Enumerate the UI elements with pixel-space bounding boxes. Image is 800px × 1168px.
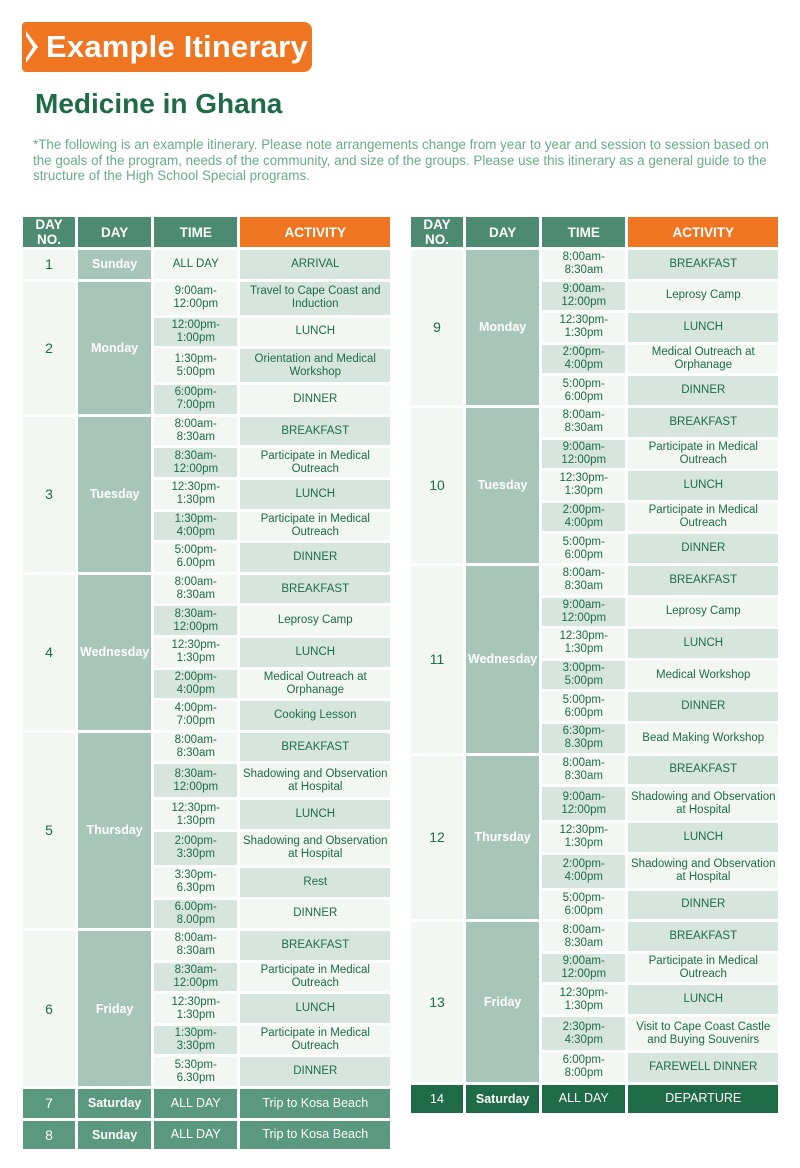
activity-cell: BREAKFAST [240, 931, 390, 960]
activity-cell: LUNCH [628, 823, 778, 852]
activity-cell: DINNER [628, 534, 778, 563]
activity-cell: LUNCH [240, 800, 390, 829]
activity-cell: Medical Workshop [628, 661, 778, 690]
time-cell: 1:30pm-5:00pm [154, 349, 237, 382]
day-name: Wednesday [78, 575, 151, 730]
table-row [23, 575, 390, 604]
time-cell: 8:00am-8:30am [542, 756, 625, 785]
header-time: TIME [542, 217, 625, 247]
day-name: Sunday [78, 1121, 151, 1150]
activity-cell: BREAKFAST [240, 733, 390, 762]
day-name: Tuesday [466, 408, 539, 563]
time-cell: 12:30pm-1:30pm [154, 638, 237, 667]
day-number: 2 [23, 282, 75, 414]
time-cell: 5:00pm-6.00pm [154, 543, 237, 572]
day-number: 3 [23, 417, 75, 572]
day-name: Friday [78, 931, 151, 1086]
activity-cell: Visit to Cape Coast Castle and Buying Souvenirs [628, 1017, 778, 1050]
activity-cell: BREAKFAST [240, 417, 390, 446]
time-cell: 9:00am-12:00pm [542, 282, 625, 311]
activity-cell: ARRIVAL [240, 250, 390, 279]
day-name: Saturday [78, 1089, 151, 1118]
day-name: Thursday [466, 756, 539, 920]
day-name: Monday [466, 250, 539, 405]
table-header-row [411, 217, 778, 247]
time-cell: 1:30pm-3:30pm [154, 1026, 237, 1055]
activity-cell: BREAKFAST [628, 922, 778, 951]
time-cell: 6.00pm-8.00pm [154, 900, 237, 929]
time-cell: 6:00pm-8:00pm [542, 1053, 625, 1082]
header-day-no: DAY NO. [411, 217, 463, 247]
activity-cell: Medical Outreach at Orphanage [628, 345, 778, 374]
time-cell: 8:00am-8:30am [154, 417, 237, 446]
activity-cell: Medical Outreach at Orphanage [240, 670, 390, 699]
activity-cell: DINNER [240, 1057, 390, 1086]
time-cell: 12:30pm-1:30pm [542, 823, 625, 852]
time-cell: 8:00am-8:30am [542, 250, 625, 279]
day-name: Monday [78, 282, 151, 414]
time-cell: 8:00am-8:30am [154, 575, 237, 604]
activity-cell: Shadowing and Observation at Hospital [240, 832, 390, 865]
intro-text: *The following is an example itinerary. Please note arrangements change from year to year and session to session based on the goals of the program, needs of the community, and size of the groups. Please use this itinerary as a general guide to the structure of the High School Special programs. [33, 137, 769, 183]
day-name: Friday [466, 922, 539, 1081]
day-number: 6 [23, 931, 75, 1086]
time-cell: 8:00am-8:30am [154, 931, 237, 960]
day-number: 1 [23, 250, 75, 279]
activity-cell: Leprosy Camp [628, 598, 778, 627]
banner-title: Example Itinerary [46, 29, 308, 64]
time-cell: 6:30pm-8.30pm [542, 724, 625, 753]
time-cell: 2:30pm-4:30pm [542, 1017, 625, 1050]
activity-cell: Participate in Medical Outreach [240, 963, 390, 992]
time-cell: 5:00pm-6:00pm [542, 692, 625, 721]
time-cell: 9:00am-12:00pm [542, 598, 625, 627]
activity-cell: BREAKFAST [628, 408, 778, 437]
table-row [411, 922, 778, 951]
activity-cell: Cooking Lesson [240, 701, 390, 730]
activity-cell: Trip to Kosa Beach [240, 1089, 390, 1118]
time-cell: 5:00pm-6:00pm [542, 891, 625, 920]
activity-cell: Rest [240, 868, 390, 897]
time-cell: 12:30pm-1:30pm [542, 313, 625, 342]
activity-cell: Participate in Medical Outreach [628, 503, 778, 532]
header-day-no: DAY NO. [23, 217, 75, 247]
table-row [411, 250, 778, 279]
day-number: 5 [23, 733, 75, 928]
activity-cell: DINNER [240, 900, 390, 929]
time-cell: 2:00pm-4:00pm [154, 670, 237, 699]
activity-cell: LUNCH [240, 318, 390, 347]
time-cell: 2:00pm-4:00pm [542, 345, 625, 374]
activity-cell: BREAKFAST [240, 575, 390, 604]
table-row [411, 756, 778, 785]
activity-cell: LUNCH [240, 638, 390, 667]
day-number: 9 [411, 250, 463, 405]
time-cell: 9:00am-12:00pm [542, 440, 625, 469]
itinerary-table-right [408, 214, 781, 1116]
activity-cell: Orientation and Medical Workshop [240, 349, 390, 382]
day-name: Thursday [78, 733, 151, 928]
table-row [23, 417, 390, 446]
time-cell: 3:30pm-6.30pm [154, 868, 237, 897]
activity-cell: LUNCH [628, 471, 778, 500]
day-number: 7 [23, 1089, 75, 1118]
activity-cell: LUNCH [240, 480, 390, 509]
time-cell: 5:00pm-6:00pm [542, 534, 625, 563]
time-cell: 12:00pm-1:00pm [154, 318, 237, 347]
time-cell: 5:30pm-6.30pm [154, 1057, 237, 1086]
activity-cell: DEPARTURE [628, 1085, 778, 1114]
activity-cell: Bead Making Workshop [628, 724, 778, 753]
time-cell: 2:00pm-3:30pm [154, 832, 237, 865]
activity-cell: LUNCH [240, 994, 390, 1023]
day-name: Tuesday [78, 417, 151, 572]
activity-cell: Leprosy Camp [628, 282, 778, 311]
time-cell: 12:30pm-1:30pm [154, 480, 237, 509]
activity-cell: DINNER [240, 385, 390, 414]
day-number: 8 [23, 1121, 75, 1150]
time-cell: 8:00am-8:30am [154, 733, 237, 762]
time-cell: 4:00pm-7:00pm [154, 701, 237, 730]
activity-cell: Shadowing and Observation at Hospital [628, 855, 778, 888]
table-row [23, 931, 390, 960]
time-cell: 8:30am-12:00pm [154, 606, 237, 635]
activity-cell: Shadowing and Observation at Hospital [240, 764, 390, 797]
activity-cell: Shadowing and Observation at Hospital [628, 787, 778, 820]
time-cell: ALL DAY [154, 1089, 237, 1118]
activity-cell: Participate in Medical Outreach [628, 440, 778, 469]
time-cell: 2:00pm-4:00pm [542, 855, 625, 888]
day-number: 11 [411, 566, 463, 753]
time-cell: 12:30pm-1:30pm [154, 800, 237, 829]
time-cell: ALL DAY [542, 1085, 625, 1114]
time-cell: 8:30am-12:00pm [154, 963, 237, 992]
activity-cell: Participate in Medical Outreach [628, 954, 778, 983]
activity-cell: BREAKFAST [628, 756, 778, 785]
time-cell: 9:00am-12:00pm [154, 282, 237, 315]
header-day: DAY [78, 217, 151, 247]
day-name: Wednesday [466, 566, 539, 753]
table-row [411, 1085, 778, 1114]
time-cell: 8:00am-8:30am [542, 566, 625, 595]
page-title: Medicine in Ghana [35, 88, 283, 119]
activity-cell: DINNER [240, 543, 390, 572]
activity-cell: LUNCH [628, 629, 778, 658]
time-cell: ALL DAY [154, 1121, 237, 1150]
activity-cell: Leprosy Camp [240, 606, 390, 635]
activity-cell: Participate in Medical Outreach [240, 1026, 390, 1055]
itinerary-table-left [20, 214, 393, 1152]
time-cell: 12:30pm-1:30pm [542, 985, 625, 1014]
day-number: 13 [411, 922, 463, 1081]
time-cell: 3:00pm-5:00pm [542, 661, 625, 690]
table-row [23, 1089, 390, 1118]
table-row [23, 282, 390, 315]
header-banner [22, 22, 312, 72]
time-cell: 2:00pm-4:00pm [542, 503, 625, 532]
activity-cell: DINNER [628, 891, 778, 920]
table-row [411, 408, 778, 437]
table-row [23, 733, 390, 762]
table-header-row [23, 217, 390, 247]
time-cell: 8:30am-12:00pm [154, 448, 237, 477]
activity-cell: DINNER [628, 692, 778, 721]
time-cell: 1:30pm-4:00pm [154, 512, 237, 541]
time-cell: 8:00am-8:30am [542, 408, 625, 437]
header-day: DAY [466, 217, 539, 247]
time-cell: 8:00am-8:30am [542, 922, 625, 951]
table-row [23, 250, 390, 279]
table-row [411, 566, 778, 595]
time-cell: 12:30pm-1:30pm [542, 471, 625, 500]
activity-cell: FAREWELL DINNER [628, 1053, 778, 1082]
day-name: Sunday [78, 250, 151, 279]
activity-cell: Travel to Cape Coast and Induction [240, 282, 390, 315]
time-cell: 12:30pm-1:30pm [542, 629, 625, 658]
day-name: Saturday [466, 1085, 539, 1114]
time-cell: 8:30am-12:00pm [154, 764, 237, 797]
activity-cell: DINNER [628, 376, 778, 405]
day-number: 10 [411, 408, 463, 563]
table-row [23, 1121, 390, 1150]
time-cell: ALL DAY [154, 250, 237, 279]
activity-cell: BREAKFAST [628, 566, 778, 595]
activity-cell: LUNCH [628, 313, 778, 342]
header-activity: ACTIVITY [240, 217, 390, 247]
day-number: 14 [411, 1085, 463, 1114]
time-cell: 9:00am-12:00pm [542, 787, 625, 820]
time-cell: 9:00am-12:00pm [542, 954, 625, 983]
header-time: TIME [154, 217, 237, 247]
activity-cell: LUNCH [628, 985, 778, 1014]
time-cell: 5:00pm-6:00pm [542, 376, 625, 405]
time-cell: 6:00pm-7:00pm [154, 385, 237, 414]
activity-cell: BREAKFAST [628, 250, 778, 279]
activity-cell: Trip to Kosa Beach [240, 1121, 390, 1150]
activity-cell: Participate in Medical Outreach [240, 512, 390, 541]
day-number: 4 [23, 575, 75, 730]
day-number: 12 [411, 756, 463, 920]
time-cell: 12:30pm-1:30pm [154, 994, 237, 1023]
header-activity: ACTIVITY [628, 217, 778, 247]
activity-cell: Participate in Medical Outreach [240, 448, 390, 477]
